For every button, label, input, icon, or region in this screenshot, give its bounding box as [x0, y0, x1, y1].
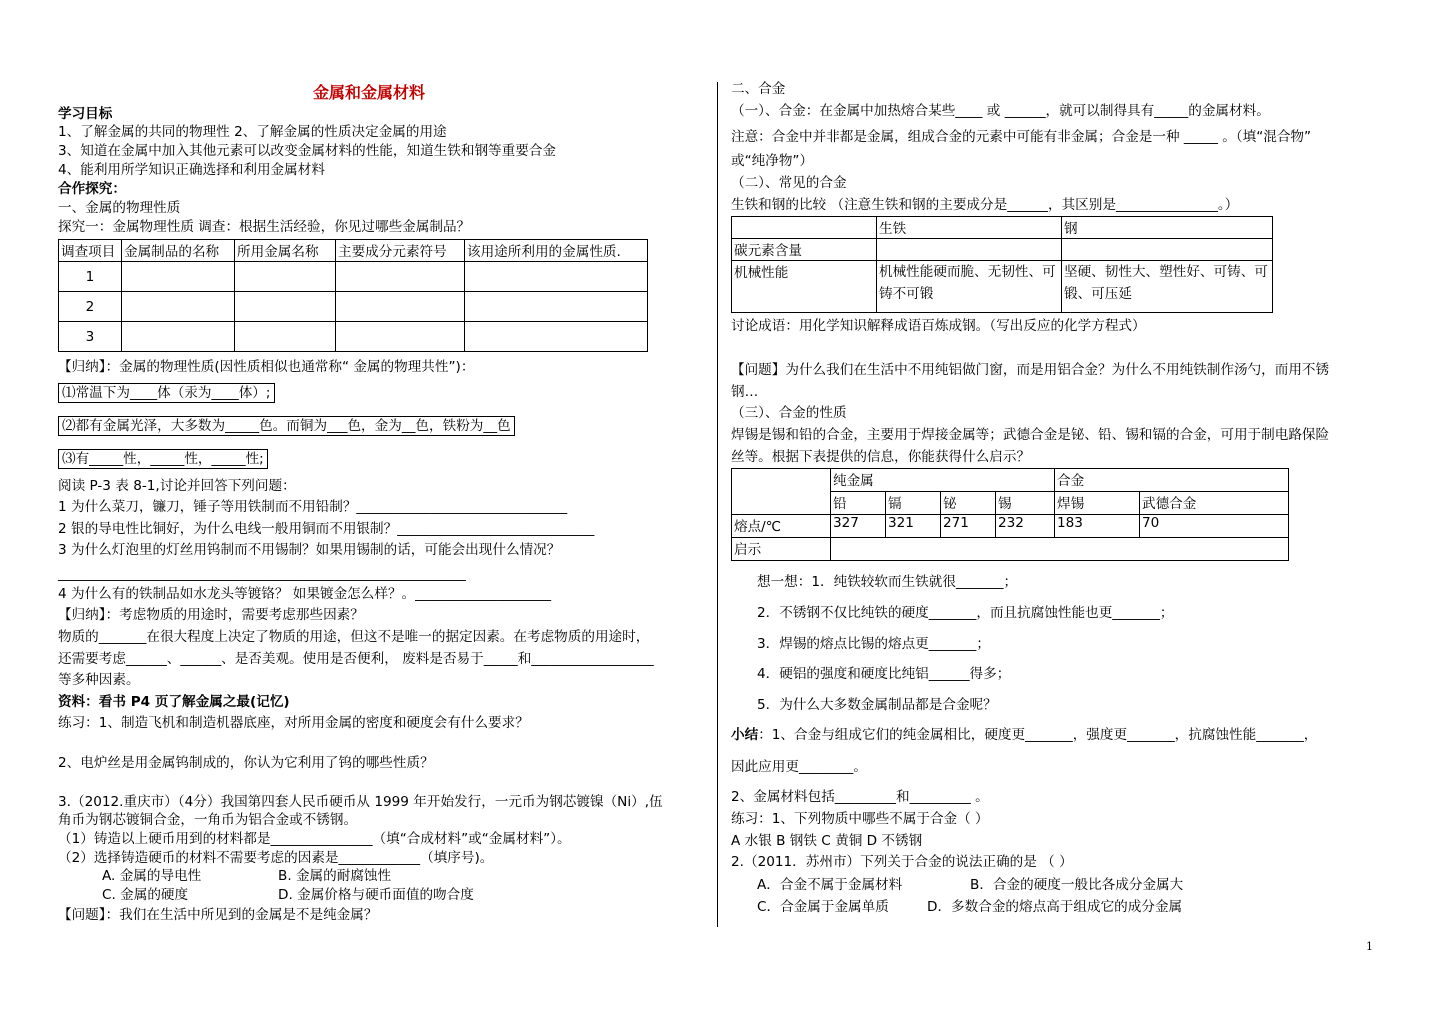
table-cell: 232	[996, 515, 1055, 538]
exercise-line: A 水银 B 钢铁 C 黄铜 D 不锈钢	[731, 833, 923, 849]
think-line: 4．硬铝的强度和硬度比纯铝______得多；	[757, 666, 1011, 682]
text-line: 物质的_______在很大程度上决定了物质的用途，但这不是唯一的据定因素。在考虑物质的用途时，	[58, 629, 650, 645]
option-a: A．合金不属于金属材料	[757, 877, 903, 893]
exercise-line: 3.（2012.重庆市）（4分）我国第四套人民币硬币从 1999 年开始发行，一元币为钢芯镀镍（Ni）,伍	[58, 794, 663, 810]
table-header: 武德合金	[1140, 492, 1289, 515]
melting-point-table	[731, 468, 1289, 561]
learning-goals-heading: 学习目标	[58, 106, 113, 122]
text-line: 生铁和钢的比较 （注意生铁和钢的主要成分是______，其区别是_______________。）	[731, 197, 1239, 213]
table-cell: 321	[886, 515, 941, 538]
page-number: 1	[1366, 940, 1373, 953]
question-line: 4 为什么有的铁制品如水龙头等镀铬？ 如果镀金怎么样？。____________________	[58, 586, 552, 602]
property-box: ⑶有_____性，_____性，_____性;	[58, 449, 268, 469]
table-cell: 启示	[732, 538, 831, 561]
option-d: D．多数合金的熔点高于组成它的成分金属	[927, 899, 1183, 915]
table-cell: 3	[59, 322, 122, 352]
summary-label: 小结	[731, 727, 759, 743]
think-line: 2．不锈钢不仅比纯铁的硬度_______，而且抗腐蚀性能也更_______；	[757, 605, 1174, 621]
goal-line: 1、了解金属的共同的物理性 2、了解金属的性质决定金属的用途	[58, 124, 447, 140]
text-line: 2、金属材料包括_________和_________ 。	[731, 789, 989, 805]
goal-line: 4、能利用所学知识正确选择和利用金属材料	[58, 162, 325, 178]
iron-steel-table	[731, 216, 1273, 313]
text-line: 或“纯净物”）	[731, 153, 814, 169]
section-heading: 合作探究：	[58, 181, 126, 197]
question-line: 【问题】为什么我们在生活中不用纯铝做门窗，而是用铝合金？为什么不用纯铁制作汤勺，而用不锈	[731, 362, 1330, 378]
exercise-line: 角币为钢芯镀铜合金，一角币为铝合金或不锈钢。	[58, 812, 358, 828]
text-line: 等多种因素。	[58, 672, 140, 688]
table-header: 生铁	[877, 217, 1062, 239]
exercise-line: （2）选择铸造硬币的材料不需要考虑的因素是____________（填序号)。	[58, 850, 494, 866]
table-header: 焊锡	[1055, 492, 1140, 515]
summary-line: 【归纳】：考虑物质的用途时，需要考虑那些因素？	[58, 607, 364, 623]
table-header: 镉	[886, 492, 941, 515]
table-header: 铋	[941, 492, 996, 515]
table-header: 所用金属名称	[235, 240, 336, 262]
explore-line: 探究一：金属物理性质 调查：根据生活经验，你见过哪些金属制品？	[58, 219, 471, 235]
option-b: B．合金的硬度一般比各成分金属大	[970, 877, 1184, 893]
section-heading: （二）、常见的合金	[731, 175, 847, 191]
text-line: 讨论成语：用化学知识解释成语百炼成钢。（写出反应的化学方程式）	[731, 318, 1146, 334]
option-c: C. 金属的硬度	[102, 887, 189, 903]
exercise-line: 2、电炉丝是用金属钨制成的，你认为它利用了钨的哪些性质？	[58, 755, 434, 771]
resource-line: 资料：看书 P4 页了解金属之最(记忆)	[58, 694, 290, 710]
table-cell: 机械性能	[732, 261, 877, 313]
column-divider	[717, 82, 718, 927]
question-line: 【问题】：我们在生活中所见到的金属是不是纯金属？	[58, 907, 378, 923]
option-c: C．合金属于金属单质	[757, 899, 889, 915]
table-header: 该用途所利用的金属性质.	[465, 240, 648, 262]
question-line: 1 为什么菜刀，镰刀，锤子等用铁制而不用铅制？_______________________________	[58, 499, 568, 515]
page-title: 金属和金属材料	[313, 83, 426, 102]
question-line: 2 银的导电性比铜好，为什么电线一般用铜而不用银制？_____________________________	[58, 521, 595, 537]
property-box: ⑵都有金属光泽，大多数为_____色。而铜为___色，金为__色，铁粉为__色	[58, 416, 515, 436]
option-a: A. 金属的导电性	[102, 868, 202, 884]
summary-line: 因此应用更________。	[731, 759, 867, 775]
summary-line: 【归纳】：金属的物理性质(因性质相似也通常称“ 金属的物理共性”)：	[58, 359, 475, 375]
table-cell: 坚硬、韧性大、塑性好、可铸、可锻、可压延	[1062, 261, 1273, 313]
table-header: 主要成分元素符号	[336, 240, 465, 262]
exercise-line: 2.（2011．苏州市）下列关于合金的说法正确的是 （ ）	[731, 854, 1073, 870]
text-line: 丝等。根据下表提供的信息，你能获得什么启示？	[731, 449, 1031, 465]
survey-table	[58, 239, 648, 352]
table-cell: 碳元素含量	[732, 239, 877, 261]
goal-line: 3、知道在金属中加入其他元素可以改变金属材料的性能，知道生铁和钢等重要合金	[58, 143, 557, 159]
property-box: ⑴常温下为____体（汞为____体）;	[58, 383, 275, 403]
table-cell: 机械性能硬而脆、无韧性、可铸不可锻	[877, 261, 1062, 313]
table-cell: 70	[1140, 515, 1289, 538]
table-header: 纯金属	[831, 469, 1055, 492]
exercise-line: （1）铸造以上硬币用到的材料都是_______________（填“合成材料”或“金属材料”）。	[58, 831, 571, 847]
table-cell: 327	[831, 515, 886, 538]
text-line: （一）、合金：在金属中加热熔合某些____ 或 ______，就可以制得具有_____的金属材料。	[731, 103, 1270, 119]
section-heading: 一、金属的物理性质	[58, 200, 181, 216]
exercise-line: 练习：1、制造飞机和制造机器底座，对所用金属的密度和硬度会有什么要求？	[58, 715, 529, 731]
table-header: 金属制品的名称	[122, 240, 235, 262]
summary-line	[731, 726, 1317, 744]
summary-text: ：1、合金与组成它们的纯金属相比，硬度更_______，强度更_______，抗腐蚀性能_______，	[758, 727, 1318, 743]
reading-line: 阅读 P-3 表 8-1,讨论并回答下列问题：	[58, 478, 296, 494]
think-line: 想一想：1．纯铁较软而生铁就很_______；	[757, 574, 1018, 590]
exercise-line: 练习：1、下列物质中哪些不属于合金（ ）	[731, 811, 989, 827]
think-line: 3．焊锡的熔点比锡的熔点更_______；	[757, 636, 990, 652]
text-line: 焊锡是锡和铅的合金，主要用于焊接金属等；武德合金是铋、铅、锡和镉的合金，可用于制电路保险	[731, 427, 1330, 443]
section-heading: （三）、合金的性质	[731, 405, 847, 421]
table-cell: 271	[941, 515, 996, 538]
text-line: 还需要考虑______、______、是否美观。使用是否便利， 废料是否易于_____和__________________	[58, 651, 654, 667]
table-cell: 2	[59, 292, 122, 322]
question-line: 3 为什么灯泡里的灯丝用钨制而不用锡制？如果用锡制的话，可能会出现什么情况？	[58, 542, 561, 558]
section-heading: 二、合金	[731, 81, 786, 97]
table-header: 调查项目	[59, 240, 122, 262]
table-cell: 183	[1055, 515, 1140, 538]
think-line: 5．为什么大多数金属制品都是合金呢？	[757, 697, 997, 713]
table-header: 锡	[996, 492, 1055, 515]
table-header: 合金	[1055, 469, 1289, 492]
table-header: 铅	[831, 492, 886, 515]
answer-blank: ____________________________________________________________	[58, 566, 466, 582]
option-b: B. 金属的耐腐蚀性	[278, 868, 392, 884]
table-cell: 熔点/℃	[732, 515, 831, 538]
table-cell: 1	[59, 262, 122, 292]
text-line: 注意：合金中并非都是金属，组成合金的元素中可能有非金属；合金是一种 _____ 。（填“混合物”	[731, 129, 1312, 145]
option-d: D. 金属价格与硬币面值的吻合度	[278, 887, 474, 903]
question-line: 钢…	[731, 384, 759, 400]
table-header: 钢	[1062, 217, 1273, 239]
